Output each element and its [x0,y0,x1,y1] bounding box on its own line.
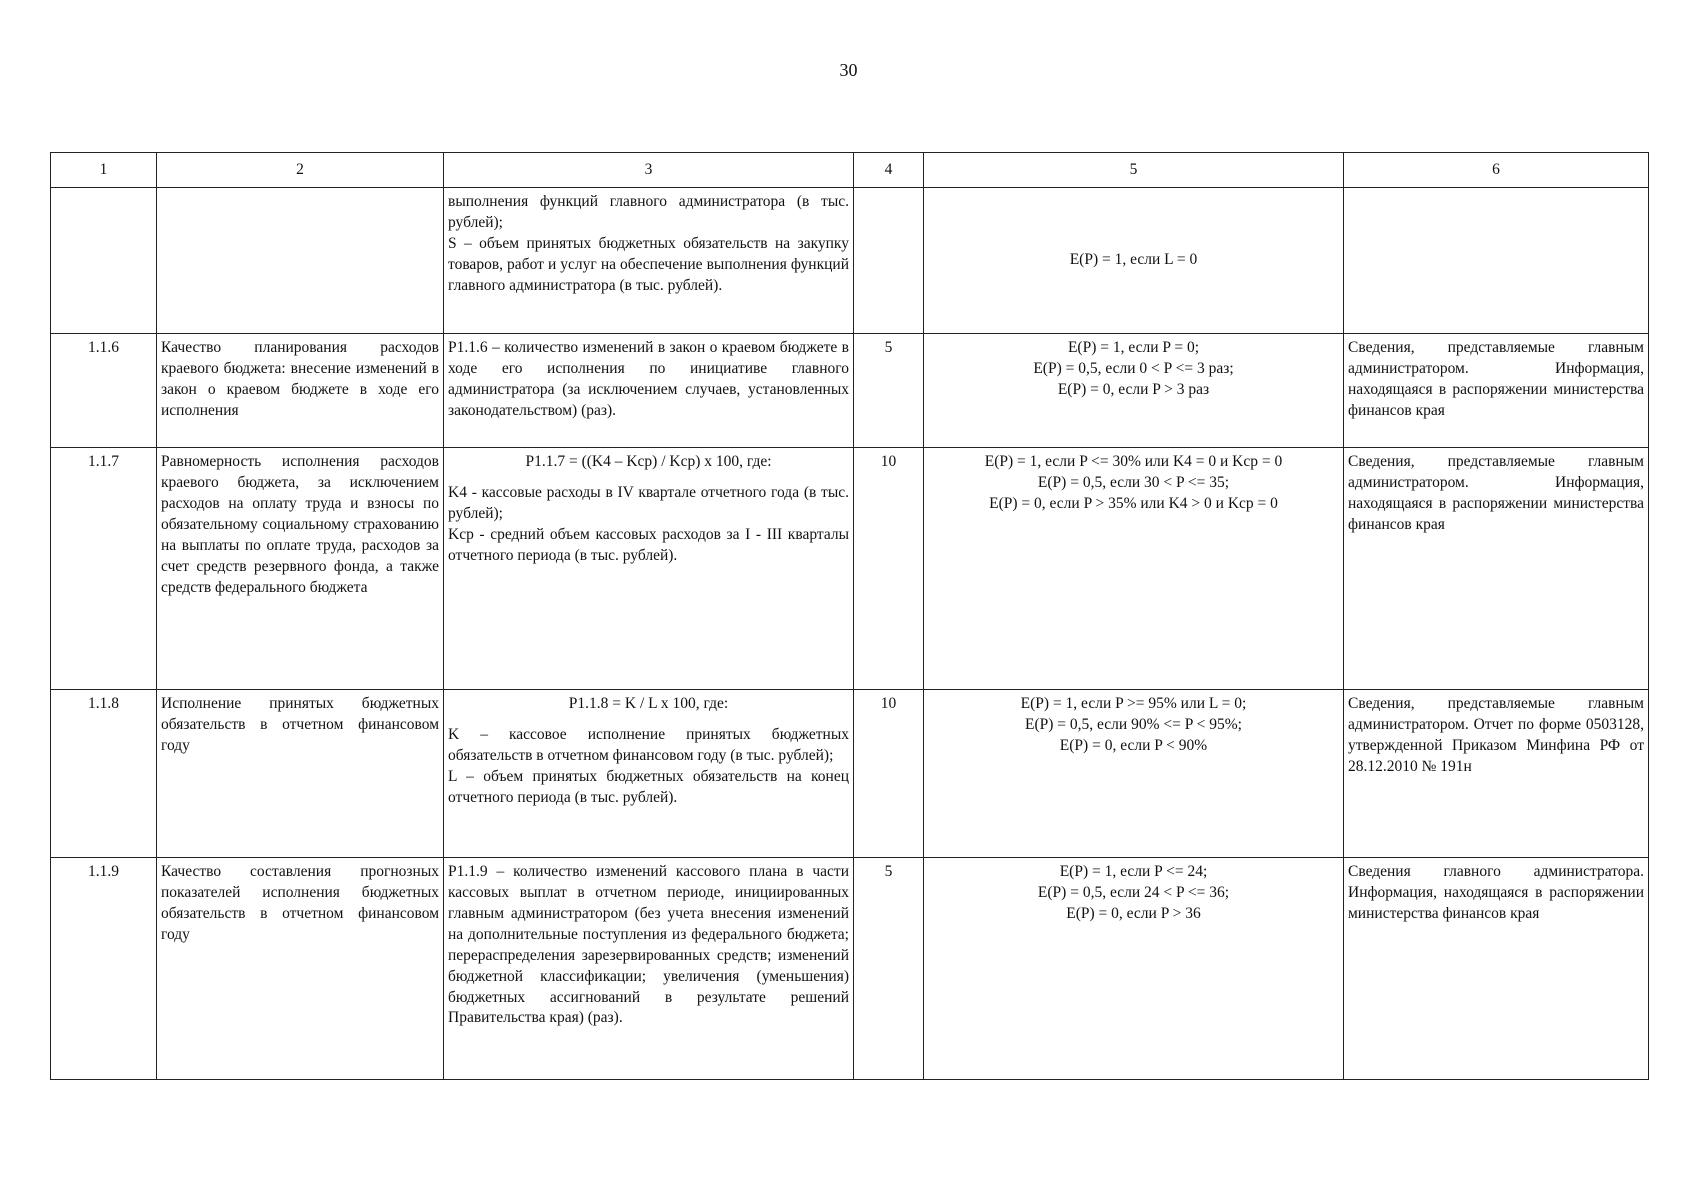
header-cell-6: 6 [1344,153,1649,188]
table-row [51,690,1649,858]
formula-line: Kср - средний объем кассовых расходов за I - III кварталы отчетного периода (в тыс. рублей). [448,525,849,564]
evaluation-cell [924,448,1344,690]
table-row [51,188,1649,334]
header-cell-4: 4 [854,153,924,188]
evaluation-line: E(P) = 1, если P = 0; [1067,339,1200,356]
indicator-name: Исполнение принятых бюджетных обязательств в отчетном финансовом году [157,690,444,858]
table-row [51,334,1649,448]
header-cell-3: 3 [444,153,854,188]
formula-line: K – кассовое исполнение принятых бюджетных обязательств в отчетном финансовом году (в тыс. рублей); [448,725,849,764]
weight-cell: 10 [854,448,924,690]
criteria-table [50,152,1649,1080]
page-number: 30 [839,60,858,80]
header-cell-2: 2 [157,153,444,188]
formula-line: выполнения функций главного администратора (в тыс. рублей); [448,193,849,231]
indicator-name: Качество планирования расходов краевого бюджета: внесение изменений в закон о краевом бюджете в ходе его исполнения [157,334,444,448]
evaluation-cell [924,690,1344,858]
source-cell: Сведения, представляемые главным администратором. Информация, находящаяся в распоряжении министерства финансов края [1344,448,1649,690]
formula-cell [444,690,854,858]
evaluation-line: E(P) = 1, если P >= 95% или L = 0; [1020,695,1247,712]
evaluation-line: E(P) = 0,5, если 30 < P <= 35; [1037,473,1230,491]
weight-cell [854,188,924,334]
evaluation-cell [924,188,1344,334]
evaluation-line: E(P) = 0, если P > 3 раз [1057,380,1210,398]
formula-title: P1.1.8 = K / L x 100, где: [568,695,729,712]
formula-cell [444,188,854,334]
formula-line: K4 - кассовые расходы в IV квартале отчетного года (в тыс. рублей); [448,483,849,522]
formula-line: P1.1.6 – количество изменений в закон о краевом бюджете в ходе его исполнения по инициативе главного администратора (за исключением случаев, установленных законодательством) (раз). [448,339,849,419]
row-number: 1.1.9 [51,858,157,1080]
formula-cell [444,858,854,1080]
table-row [51,448,1649,690]
row-number: 1.1.7 [51,448,157,690]
evaluation-line: E(P) = 0,5, если 90% <= P < 95%; [1025,715,1242,733]
formula-title: P1.1.7 = ((K4 – Kср) / Kср) x 100, где: [525,453,772,470]
evaluation-line: E(P) = 0, если P > 35% или K4 > 0 и Kср = 0 [989,494,1278,512]
source-cell: Сведения главного администратора. Информация, находящаяся в распоряжении министерства финансов края [1344,858,1649,1080]
header-cell-1: 1 [51,153,157,188]
weight-cell: 5 [854,858,924,1080]
evaluation-cell [924,334,1344,448]
weight-cell: 10 [854,690,924,858]
indicator-name [157,188,444,334]
row-number: 1.1.6 [51,334,157,448]
evaluation-line: E(P) = 1, если P <= 24; [1059,863,1208,880]
table-row [51,858,1649,1080]
formula-line: P1.1.9 – количество изменений кассового плана в части кассовых выплат в отчетном периоде, инициированных главным администратором (без учета внесения изменений на дополнительные поступления из федерального бюджета; перераспределения зарезервированных средств; изменений бюджетной классификации; увеличения (уменьшения) бюджетных ассигнований в результате решений Правительства края) (раз). [448,863,849,1027]
weight-cell: 5 [854,334,924,448]
evaluation-line: E(P) = 0,5, если 0 < P <= 3 раз; [1033,359,1234,377]
evaluation-line: E(P) = 1, если L = 0 [1069,251,1198,269]
formula-cell [444,448,854,690]
row-number [51,188,157,334]
header-row [51,153,1649,188]
evaluation-line: E(P) = 0,5, если 24 < P <= 36; [1037,883,1230,901]
formula-cell [444,334,854,448]
row-number: 1.1.8 [51,690,157,858]
evaluation-cell [924,858,1344,1080]
evaluation-line: E(P) = 1, если P <= 30% или K4 = 0 и Kср = 0 [984,453,1283,470]
header-cell-5: 5 [924,153,1344,188]
indicator-name: Равномерность исполнения расходов краевого бюджета, за исключением расходов на оплату труда и взносы по обязательному социальному страхованию на выплаты по оплате труда, расходов за счет средств резервного фонда, а также средств федерального бюджета [157,448,444,690]
formula-line: S – объем принятых бюджетных обязательств на закупку товаров, работ и услуг на обеспечение выполнения функций главного администратора (в тыс. рублей). [448,234,849,294]
formula-line: L – объем принятых бюджетных обязательств на конец отчетного периода (в тыс. рублей). [448,767,849,806]
evaluation-line: E(P) = 0, если P > 36 [1066,904,1201,922]
source-cell [1344,188,1649,334]
indicator-name: Качество составления прогнозных показателей исполнения бюджетных обязательств в отчетном финансовом году [157,858,444,1080]
source-cell: Сведения, представляемые главным администратором. Отчет по форме 0503128, утвержденной Приказом Минфина РФ от 28.12.2010 № 191н [1344,690,1649,858]
evaluation-line: E(P) = 0, если P < 90% [1059,736,1208,754]
source-cell: Сведения, представляемые главным администратором. Информация, находящаяся в распоряжении министерства финансов края [1344,334,1649,448]
